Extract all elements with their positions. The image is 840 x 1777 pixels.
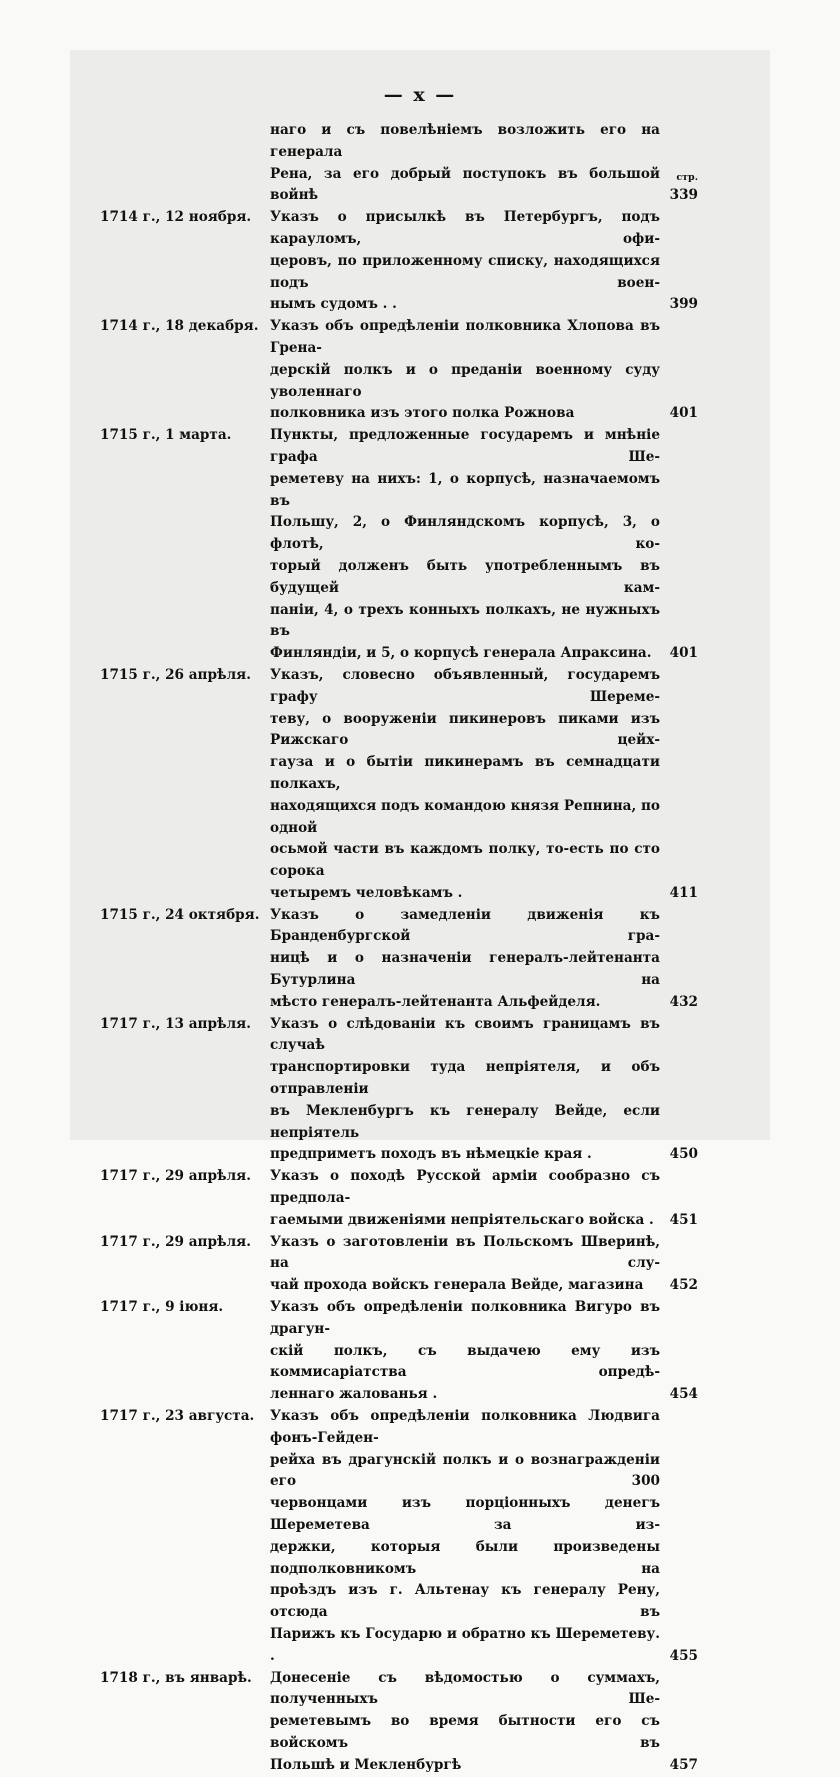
toc-date: 1714 г., 18 декабря. [100, 318, 259, 335]
toc-line: Донесеніе съ вѣдомостью о суммахъ, полученныхъ Ше- [270, 1669, 660, 1708]
toc-line: чай прохода войскъ генерала Вейде, магазина [270, 1277, 644, 1294]
toc-date: 1717 г., 29 апрѣля. [100, 1233, 251, 1250]
toc-date: 1718 г., въ январѣ. [100, 1669, 252, 1686]
toc-entry [100, 665, 698, 905]
toc-description [270, 1014, 660, 1167]
toc-entry [100, 316, 698, 425]
table-of-contents [100, 120, 698, 1777]
toc-entry [100, 1232, 698, 1297]
toc-line: гаемыми движеніями непріятельскаго войска . [270, 1211, 654, 1228]
toc-line: Указъ о заготовленіи въ Польскомъ Шверинѣ, на слу- [270, 1233, 660, 1272]
toc-line: мѣсто генералъ-лейтенанта Альфейделя. [270, 993, 601, 1010]
toc-line: Пункты, предложенные государемъ и мнѣніе графа Ше- [270, 427, 660, 465]
toc-line: дерскій полкъ и о преданіи военному суду уволеннаго [270, 361, 660, 400]
toc-entry [100, 1166, 698, 1231]
toc-page-number: 401 [669, 405, 698, 422]
toc-entry [100, 905, 698, 1014]
toc-date: 1717 г., 13 апрѣля. [100, 1015, 251, 1032]
toc-line: скій полкъ, съ выдачею ему изъ коммисаріатства опредѣ- [270, 1342, 660, 1381]
toc-continuation [100, 120, 698, 207]
toc-line: Указъ о слѣдованіи къ своимъ границамъ въ случаѣ [270, 1015, 660, 1054]
toc-line: Польшу, 2, о Финляндскомъ корпусѣ, 3, о флотѣ, ко- [270, 514, 660, 553]
toc-entry [100, 207, 698, 316]
toc-line: осьмой части въ каждомъ полку, то-есть по сто сорока [270, 841, 660, 880]
toc-line: предприметъ походъ въ нѣмецкіе края . [270, 1146, 592, 1163]
toc-line: находящихся подъ командою князя Репнина, по одной [270, 797, 660, 836]
toc-description [270, 1406, 660, 1668]
toc-line: леннаго жалованья . [270, 1386, 438, 1403]
toc-line: Рена, за его добрый поступокъ въ большой войнѣ [270, 165, 660, 204]
toc-line: Парижъ къ Государю и обратно къ Шереметеву. . [270, 1625, 660, 1664]
toc-line: церовъ, по приложенному списку, находящихся подъ воен- [270, 252, 660, 291]
toc-page-number: 432 [669, 993, 698, 1010]
toc-line: ницѣ и о назначеніи генералъ-лейтенанта Бутурлина на [270, 950, 660, 989]
toc-description [270, 665, 660, 905]
toc-date: 1717 г., 9 іюня. [100, 1299, 224, 1316]
toc-description [270, 1297, 660, 1406]
toc-entry [100, 1668, 698, 1777]
toc-date [100, 120, 270, 207]
toc-line: нымъ судомъ . . [270, 296, 397, 313]
toc-description [270, 425, 660, 665]
toc-line: Указъ о присылкѣ въ Петербургъ, подъ карауломъ, офи- [270, 209, 660, 247]
toc-description [270, 1166, 660, 1231]
toc-page-number: 455 [669, 1647, 698, 1664]
toc-line: четыремъ человѣкамъ . [270, 884, 463, 901]
toc-line: гауза и о бытіи пикинерамъ въ семнадцати полкахъ, [270, 754, 660, 792]
toc-line: теву, о вооруженіи пикинеровъ пиками изъ Рижскаго цейх- [270, 710, 660, 749]
toc-line: проѣздъ изъ г. Альтенау къ генералу Рену, отсюда въ [270, 1582, 660, 1621]
toc-description [270, 316, 660, 425]
toc-entry [100, 1014, 698, 1167]
toc-page-number: 411 [669, 884, 698, 901]
toc-line: Указъ о походѣ Русской арміи сообразно съ предпола- [270, 1168, 660, 1207]
toc-line: полковника изъ этого полка Рожнова [270, 405, 575, 422]
toc-date: 1717 г., 29 апрѣля. [100, 1168, 251, 1185]
toc-line: Указъ объ опредѣленіи полковника Людвига фонъ-Гейден- [270, 1408, 660, 1446]
toc-date: 1717 г., 23 августа. [100, 1408, 255, 1425]
toc-description [270, 120, 660, 207]
toc-description [270, 1668, 660, 1777]
toc-page-number: 401 [669, 645, 698, 662]
toc-date: 1715 г., 24 октября. [100, 906, 260, 923]
toc-entry [100, 425, 698, 665]
toc-line: Указъ о замедленіи движенія къ Бранденбургской гра- [270, 906, 660, 945]
toc-description [270, 905, 660, 1014]
toc-date: 1715 г., 1 марта. [100, 427, 232, 444]
toc-page-number: 452 [669, 1277, 698, 1294]
toc-line: транспортировки туда непріятеля, и объ отправленіи [270, 1059, 660, 1098]
toc-line: рейха въ драгунскій полкъ и о вознагражденіи его 300 [270, 1451, 660, 1490]
toc-line: Указъ объ опредѣленіи полковника Хлопова въ Грена- [270, 318, 660, 356]
toc-line: наго и съ повелѣніемъ возложить его на генерала [270, 122, 660, 160]
toc-entry [100, 1406, 698, 1668]
toc-line: Польшѣ и Мекленбургѣ [270, 1756, 462, 1773]
toc-line: держки, которыя были произведены подполковникомъ на [270, 1538, 660, 1577]
toc-date: 1715 г., 26 апрѣля. [100, 666, 251, 683]
toc-date: 1714 г., 12 ноября. [100, 209, 252, 226]
toc-line: паніи, 4, о трехъ конныхъ полкахъ, не нужныхъ въ [270, 601, 660, 640]
toc-page-number: 454 [669, 1386, 698, 1403]
toc-page-cell [660, 171, 698, 207]
toc-entry [100, 1297, 698, 1406]
toc-line: Указъ, словесно объявленный, государемъ графу Шереме- [270, 666, 660, 705]
toc-line: червонцами изъ порціонныхъ денегъ Шереметева за из- [270, 1495, 660, 1533]
toc-page-number: 451 [669, 1211, 698, 1228]
toc-page-number: 457 [669, 1756, 698, 1773]
page-header: — x — [383, 84, 457, 106]
toc-page-number: 339 [669, 187, 698, 204]
page-column-label: стр. [676, 172, 698, 184]
toc-line: торый долженъ быть употребленнымъ въ будущей кам- [270, 557, 660, 596]
toc-line: реметеву на нихъ: 1, о корпусѣ, назначаемомъ въ [270, 470, 660, 509]
toc-page-number: 399 [669, 296, 698, 313]
toc-line: Указъ объ опредѣленіи полковника Вигуро въ драгун- [270, 1299, 660, 1337]
toc-description [270, 207, 660, 316]
toc-line: въ Мекленбургъ къ генералу Вейде, если непріятель [270, 1102, 660, 1141]
toc-line: Финляндіи, и 5, о корпусѣ генерала Апраксина. [270, 645, 652, 662]
toc-page-number: 450 [669, 1146, 698, 1163]
toc-line: реметевымъ во время бытности его съ войскомъ въ [270, 1713, 660, 1751]
toc-description [270, 1232, 660, 1297]
